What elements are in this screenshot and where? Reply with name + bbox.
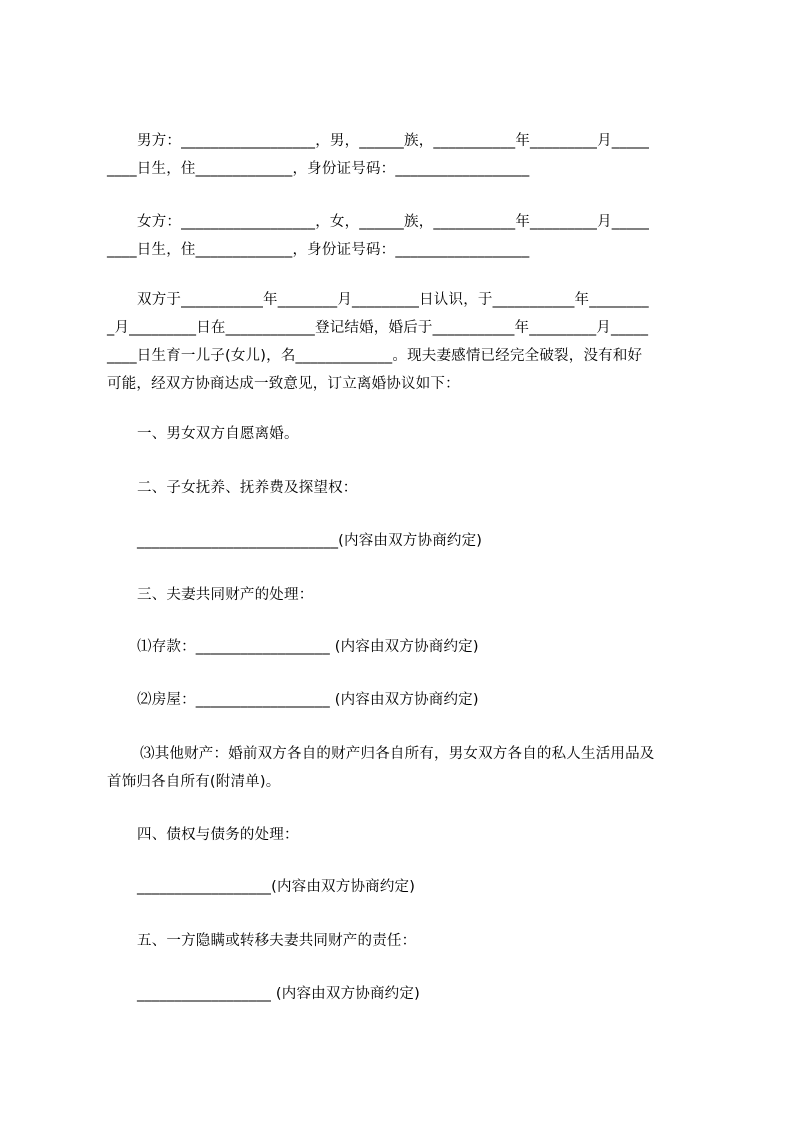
male-party-line-2: ____日生，住_____________，身份证号码：__________________ bbox=[107, 161, 530, 177]
clause-1: 一、男女双方自愿离婚。 bbox=[137, 426, 299, 442]
clause-4-blank: __________________(内容由双方协商约定) bbox=[137, 879, 416, 895]
clause-3-other-line-2: 首饰归各自所有(附清单)。 bbox=[107, 774, 281, 790]
intro-line-3: ____日生育一儿子(女儿)，名_____________。现夫妻感情已经完全破裂，没有和好 bbox=[107, 348, 643, 364]
clause-3-house: ⑵房屋：__________________ (内容由双方协商约定) bbox=[137, 692, 479, 708]
clause-4-heading: 四、债权与债务的处理： bbox=[137, 827, 299, 843]
clause-5-blank: __________________ (内容由双方协商约定) bbox=[137, 986, 420, 1002]
female-party-line-1: 女方：__________________，女，______族，___________年_________月_____ bbox=[137, 214, 650, 230]
clause-2-blank: ___________________________(内容由双方协商约定) bbox=[137, 533, 483, 549]
intro-line-4: 可能，经双方协商达成一致意见，订立离婚协议如下： bbox=[107, 376, 460, 392]
clause-3-deposit: ⑴存款：__________________ (内容由双方协商约定) bbox=[137, 639, 479, 655]
intro-line-2: _月_________日在____________登记结婚，婚后于___________年_________月_____ bbox=[107, 320, 649, 336]
clause-2-heading: 二、子女抚养、抚养费及探望权： bbox=[137, 480, 358, 496]
clause-5-heading: 五、一方隐瞒或转移夫妻共同财产的责任： bbox=[137, 933, 417, 949]
clause-3-other-line-1: ⑶其他财产：婚前双方各自的财产归各自所有，男女双方各自的私人生活用品及 bbox=[140, 746, 655, 762]
clause-3-heading: 三、夫妻共同财产的处理： bbox=[137, 587, 314, 603]
intro-line-1: 双方于___________年________月_________日认识，于___________年________ bbox=[137, 292, 649, 308]
female-party-line-2: ____日生，住_____________，身份证号码：__________________ bbox=[107, 242, 530, 258]
male-party-line-1: 男方：__________________，男，______族，___________年_________月_____ bbox=[137, 133, 650, 149]
